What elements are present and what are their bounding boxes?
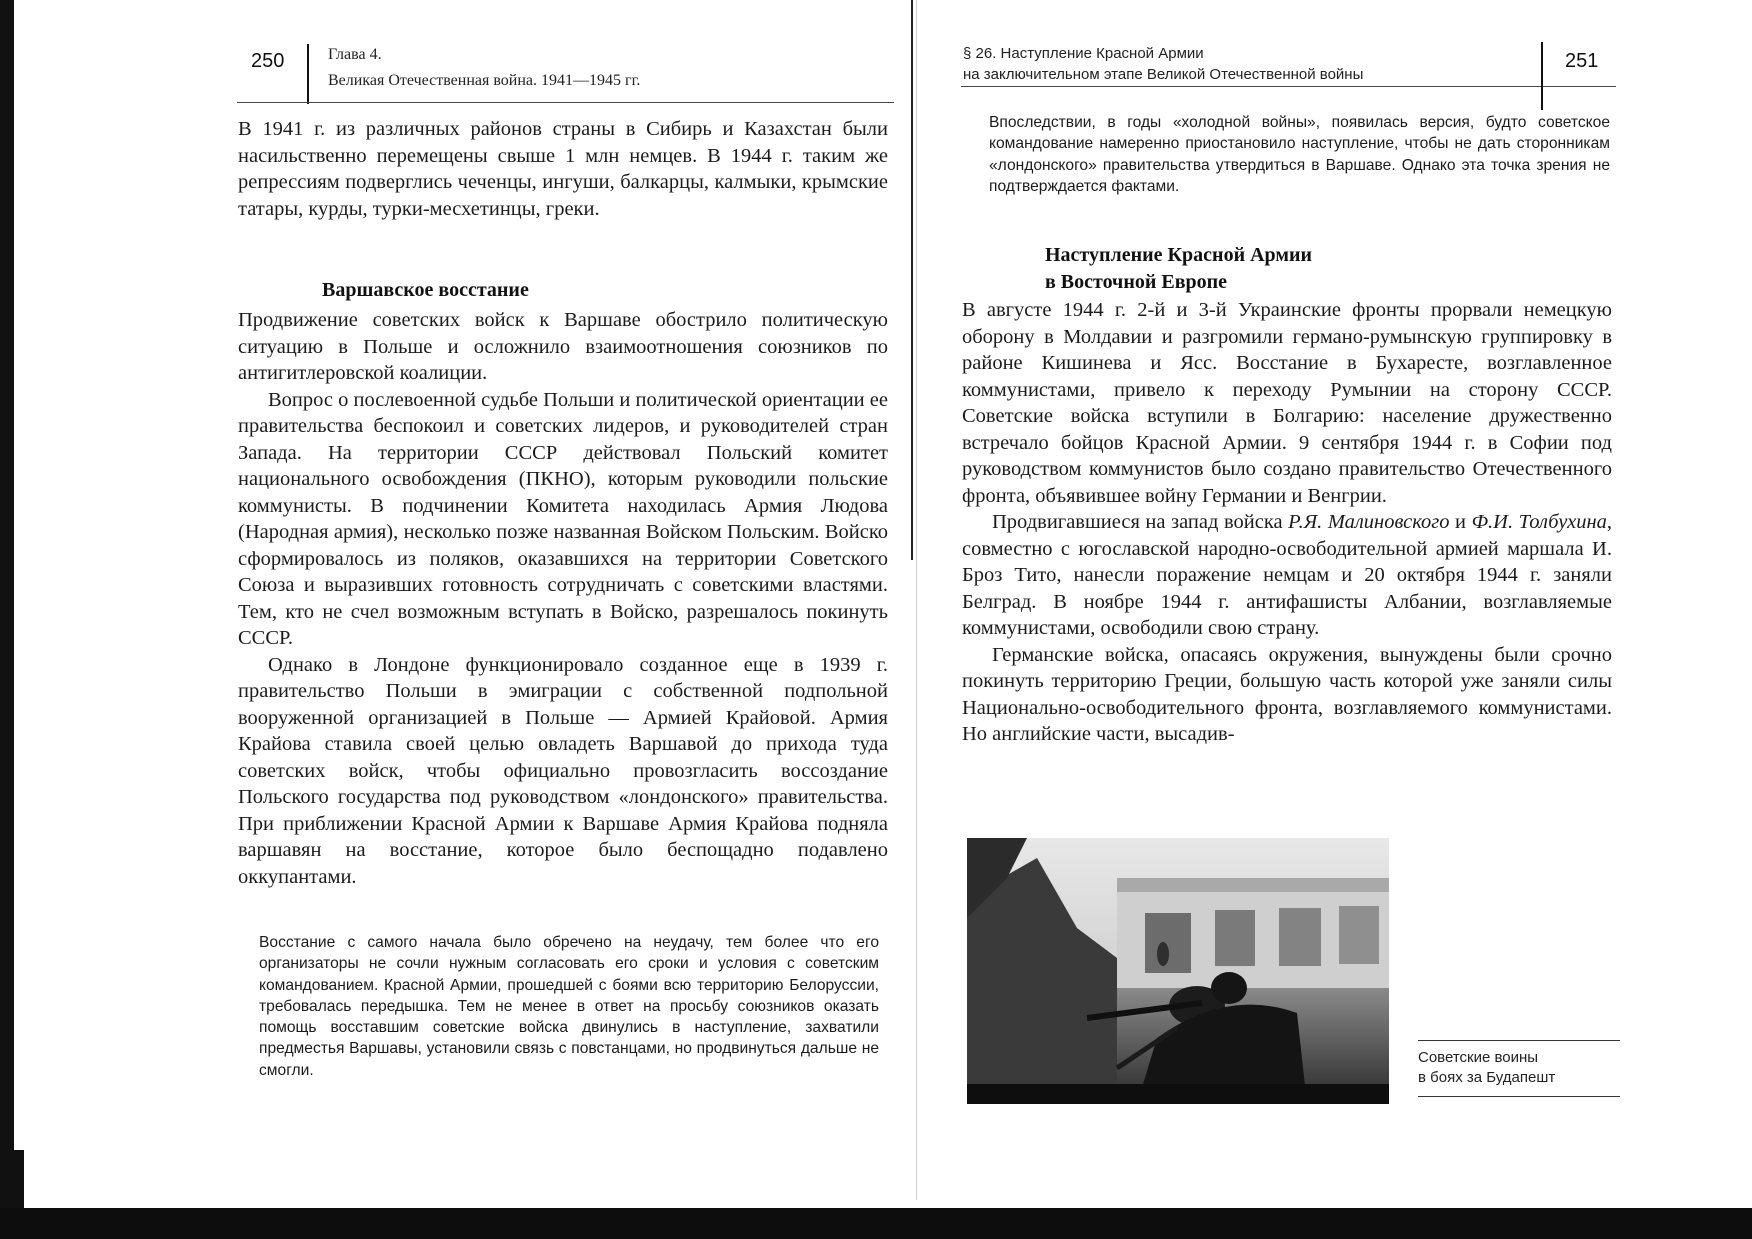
right-paragraph-2-end: , совместно с югославской народно-освободительной армией маршала И. Броз Тито, нанесли поражение немцам и 20 октября 1944 г. заняли Белград. В ноябре 1944 г. антифашисты Албании, возглавляемые коммунистами, освободили свою страну. <box>962 511 1612 639</box>
scan-border-bottom <box>0 1208 1752 1239</box>
left-paragraph-2: Вопрос о послевоенной судьбе Польши и политической ориентации ее правительства беспокоил и советских лидеров, и руководителей стран Запада. На территории СССР действовал Польский комитет национального освобождения (ПКНО), которым руководили польские коммунисты. В подчинении Комитета находилась Армия Людова (Народная армия), несколько позже названная Войском Польским. Войско сформировалось из поляков, оказавшихся на территории Советского Союза и выразивших готовность сотрудничать с советскими властями. Тем, кто не счел возможным вступать в Войско, разрешалось покинуть СССР. <box>238 388 888 649</box>
photo-caption <box>1418 1048 1555 1088</box>
left-paragraph-1: Продвижение советских войск к Варшаве обострило политическую ситуацию в Польше и осложнило взаимоотношения союзников по антигитлеровской коалиции. <box>238 309 888 384</box>
left-header-chapter: Глава 4. <box>328 46 382 63</box>
caption-top-rule <box>1418 1040 1620 1041</box>
right-paragraph-1: В августе 1944 г. 2-й и 3-й Украинские фронты прорвали немецкую оборону в Молдавии и разгромили германо-румынскую группировку в районе Кишинева и Ясс. Восстание в Бухаресте, возглавленное коммунистами, привело к переходу Румынии на сторону СССР. Советские войска вступили в Болгарию: население дружественно встречало бойцов Красной Армии. 9 сентября 1944 г. в Софии под руководством коммунистов было создано правительство Отечественного фронта, объявившее войну Германии и Венгрии. <box>962 299 1612 507</box>
right-note-box: Впоследствии, в годы «холодной войны», появилась версия, будто советское командование намеренно приостановило наступление, чтобы не дать сторонникам «лондонского» правительства утвердиться в Варшаве. Однако эта точка зрения не подтверждается фактами. <box>989 114 1610 195</box>
right-paragraph-3: Германские войска, опасаясь окружения, вынуждены были срочно покинуть территорию Греции, большую часть которой уже заняли силы Национально-освободительного фронта, возглавляемого коммунистами. Но английские части, высадив- <box>962 643 1612 745</box>
name-tolbukhin: Ф.И. Толбухина <box>1471 511 1607 533</box>
battle-photo <box>967 838 1389 1104</box>
left-body <box>238 307 888 890</box>
caption-line-2: в боях за Будапешт <box>1418 1069 1556 1086</box>
right-header-divider <box>1541 42 1543 110</box>
caption-bottom-rule <box>1418 1096 1620 1097</box>
right-header-section: § 26. Наступление Красной Армии <box>963 45 1204 62</box>
right-header-title: на заключительном этапе Великой Отечественной войны <box>963 66 1364 83</box>
right-header-rule <box>961 86 1616 87</box>
book-gutter-line <box>911 0 913 560</box>
name-malinovsky: Р.Я. Малиновского <box>1288 511 1450 533</box>
right-paragraph-2 <box>962 509 1612 642</box>
left-section-title: Варшавское восстание <box>322 279 529 301</box>
right-section-title-line1: Наступление Красной Армии <box>1045 244 1313 266</box>
left-header-title: Великая Отечественная война. 1941—1945 гг. <box>328 72 641 89</box>
right-paragraph-2-start: Продвигавшиеся на запад войска <box>992 511 1289 533</box>
left-note-box: Восстание с самого начала было обречено на неудачу, тем более что его организаторы не сочли нужным согласовать его сроки и условия с советским командованием. Красной Армии, прошедшей с боями всю территорию Белоруссии, требовалась передышка. Тем не менее в ответ на просьбу союзников оказать помощь восставшим советские войска двинулись в наступление, захватили предместья Варшавы, установили связь с повстанцами, но продвинуться дальше не смогли. <box>259 934 879 1079</box>
right-body <box>962 297 1612 748</box>
caption-line-1: Советские воины <box>1418 1049 1539 1066</box>
left-header-rule <box>237 102 894 103</box>
left-page-number: 250 <box>251 50 285 72</box>
right-page-number: 251 <box>1565 50 1599 72</box>
and-word: и <box>1449 511 1472 533</box>
book-gutter-shadow <box>916 0 917 1200</box>
left-paragraph-3: Однако в Лондоне функционировало созданное еще в 1939 г. правительство Польши в эмиграции с собственной подпольной вооруженной организацией в Польше — Армией Крайовой. Армия Крайова ставила своей целью овладеть Варшавой до прихода туда советских войск, чтобы официально провозгласить воссоздание Польского государства под руководством «лондонского» правительства. При приближении Красной Армии к Варшаве Армия Крайова подняла варшавян на восстание, которое было беспощадно подавлено оккупантами. <box>238 653 888 888</box>
left-header-divider <box>307 44 309 104</box>
left-intro-paragraph: В 1941 г. из различных районов страны в Сибирь и Казахстан были насильственно перемещены свыше 1 млн немцев. В 1944 г. таким же репрессиям подверглись чеченцы, ингуши, балкарцы, калмыки, крымские татары, курды, турки-месхетинцы, греки. <box>238 118 888 220</box>
scan-border-left <box>0 0 14 1239</box>
right-section-title-line2: в Восточной Европе <box>1045 271 1228 293</box>
